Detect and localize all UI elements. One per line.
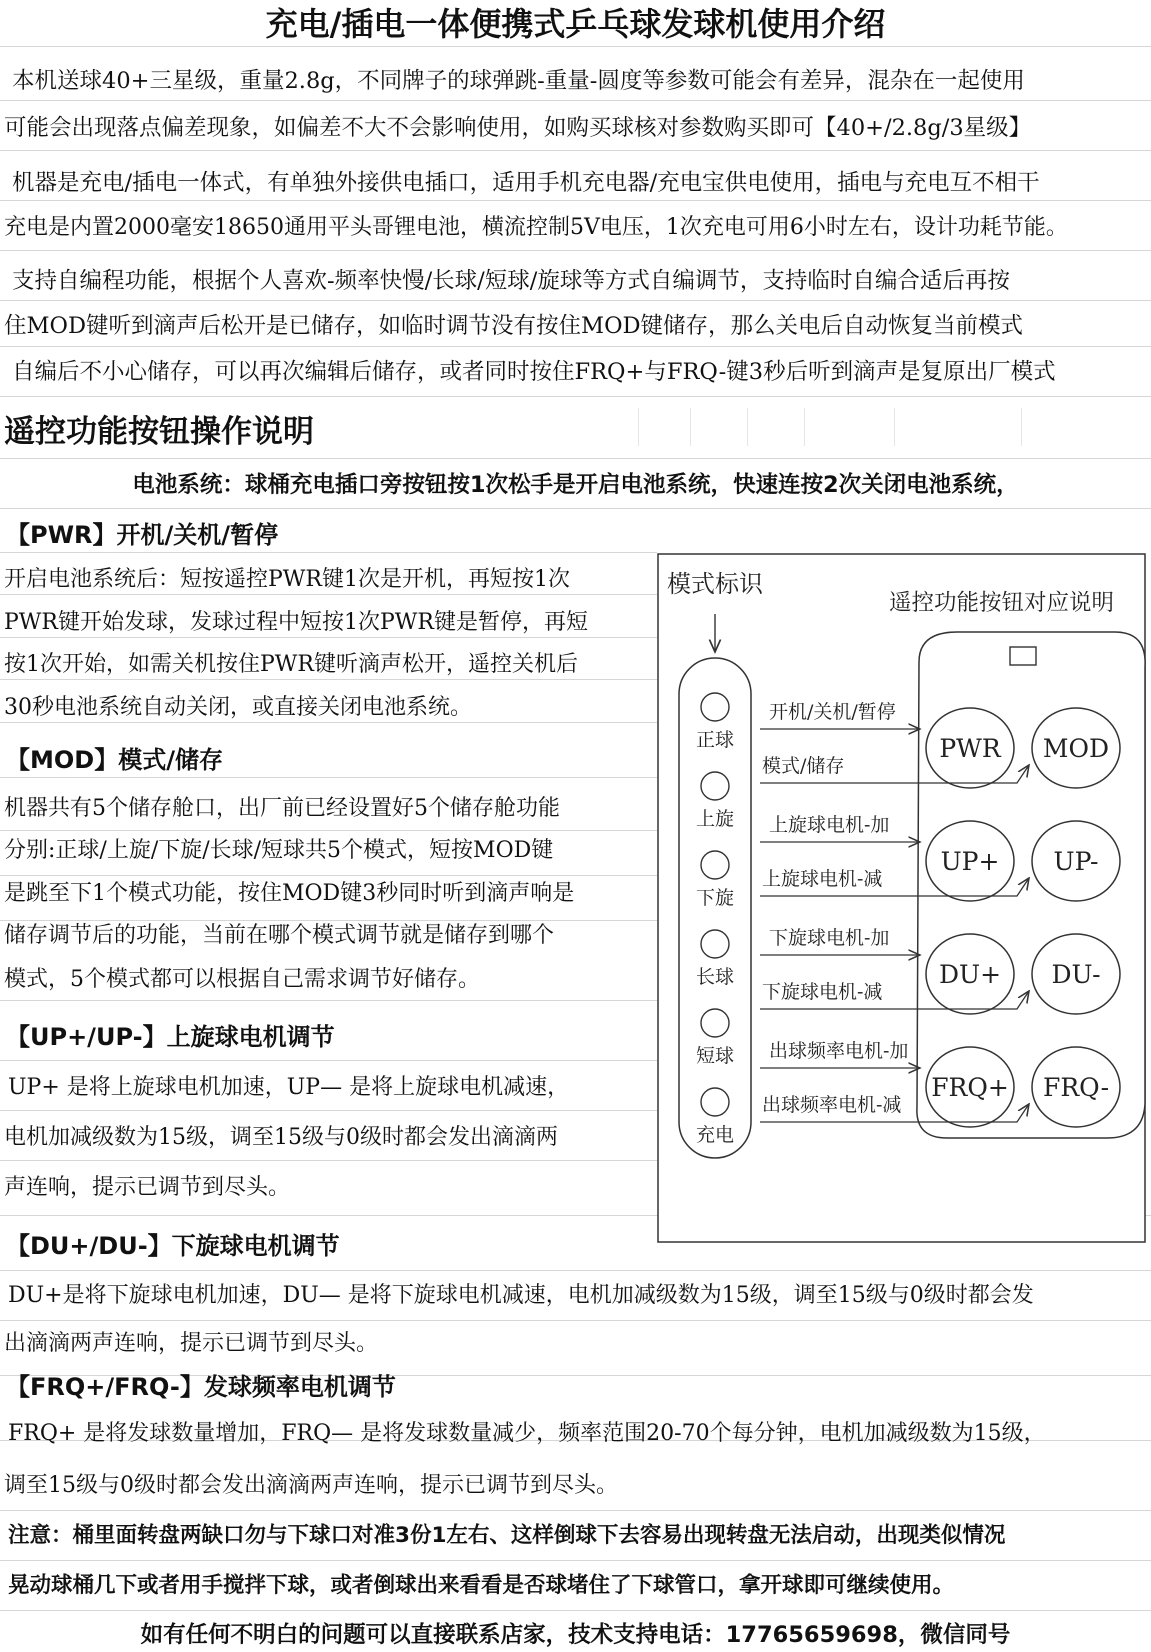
intro-line-7: 自编后不小心储存，可以再次编辑后储存，或者同时按住FRQ+与FRQ-键3秒后听到滴声是复原出厂模式 <box>12 359 1056 385</box>
frq-line: FRQ+ 是将发球数量增加，FRQ— 是将发球数量减少，频率范围20-70个每分钟，电机加减级数为15级， <box>8 1421 1046 1446</box>
mod-line: 机器共有5个储存舱口，出厂前已经设置好5个储存舱功能 <box>4 796 560 821</box>
mode-label: 正球 <box>695 729 735 751</box>
pwr-heading: 【PWR】开机/关机/暂停 <box>6 521 279 549</box>
panel-title: 遥控功能按钮对应说明 <box>889 590 1115 616</box>
contact-line: 如有任何不明白的问题可以直接联系店家，技术支持电话：17765659698，微信同号 <box>140 1622 1011 1648</box>
mod-line: 是跳至下1个模式功能，按住MOD键3秒同时听到滴声响是 <box>4 881 575 906</box>
intro-line-4: 充电是内置2000毫安18650通用平头哥锂电池，横流控制5V电压，1次充电可用6小时左右，设计功耗节能。 <box>4 215 1068 240</box>
button-function-label: 模式/储存 <box>762 755 845 777</box>
remote-button-label: FRQ+ <box>931 1073 1009 1102</box>
mode-indicator-label: 模式标识 <box>667 570 763 598</box>
pwr-line: 按1次开始，如需关机按住PWR键听滴声松开，遥控关机后 <box>4 652 578 677</box>
du-line: DU+是将下旋球电机加速，DU— 是将下旋球电机减速，电机加减级数为15级，调至15级与0级时都会发 <box>8 1283 1034 1308</box>
intro-line-2: 可能会出现落点偏差现象，如偏差不大不会影响使用，如购买球核对参数购买即可【40+/2.8g/3星级】 <box>4 115 1032 141</box>
battery-system-note: 电池系统：球桶充电插口旁按钮按1次松手是开启电池系统，快速连按2次关闭电池系统， <box>132 472 1019 498</box>
remote-button-label: FRQ- <box>1042 1073 1110 1102</box>
du-heading: 【DU+/DU-】下旋球电机调节 <box>6 1232 340 1260</box>
page-title: 充电/插电一体便携式乒乓球发球机使用介绍 <box>265 5 886 43</box>
mode-label: 长球 <box>695 966 735 988</box>
remote-button-label: UP- <box>1053 847 1099 876</box>
pwr-line: PWR键开始发球，发球过程中短按1次PWR键是暂停，再短 <box>4 610 588 635</box>
mode-label: 上旋 <box>695 808 735 830</box>
remote-button-label: DU+ <box>938 960 1002 989</box>
pwr-line: 开启电池系统后：短按遥控PWR键1次是开机，再短按1次 <box>4 567 570 592</box>
remote-section-heading: 遥控功能按钮操作说明 <box>4 414 314 450</box>
remote-button-label: MOD <box>1042 734 1110 763</box>
remote-control-diagram <box>657 552 1147 1244</box>
mode-led-3 <box>701 930 729 958</box>
pwr-line: 30秒电池系统自动关闭，或直接关闭电池系统。 <box>4 695 472 720</box>
up-line: 电机加减级数为15级，调至15级与0级时都会发出滴滴两 <box>4 1125 558 1150</box>
remote-button-label: PWR <box>939 734 1001 763</box>
frq-heading: 【FRQ+/FRQ-】发球频率电机调节 <box>6 1373 396 1401</box>
mode-led-4 <box>701 1009 729 1037</box>
mod-line: 分别:正球/上旋/下旋/长球/短球共5个模式，短按MOD键 <box>4 838 554 863</box>
mod-line: 储存调节后的功能，当前在哪个模式调节就是储存到哪个 <box>4 923 555 948</box>
button-function-label: 下旋球电机-减 <box>762 981 883 1003</box>
button-function-label: 上旋球电机-加 <box>769 814 890 836</box>
remote-indicator-window <box>1010 647 1036 665</box>
mode-led-5 <box>701 1088 729 1116</box>
up-heading: 【UP+/UP-】上旋球电机调节 <box>6 1023 335 1051</box>
du-line: 出滴滴两声连响，提示已调节到尽头。 <box>4 1331 379 1356</box>
mod-line: 模式，5个模式都可以根据自己需求调节好储存。 <box>4 967 480 992</box>
note-line-1: 注意：桶里面转盘两缺口勿与下球口对准3份1左右、这样倒球下去容易出现转盘无法启动，出现类似情况 <box>8 1523 1006 1548</box>
mode-led-0 <box>701 693 729 721</box>
button-function-label: 出球频率电机-加 <box>769 1040 909 1062</box>
mode-label: 短球 <box>695 1045 735 1067</box>
up-line: UP+ 是将上旋球电机加速，UP— 是将上旋球电机减速， <box>8 1075 570 1100</box>
intro-line-3: 机器是充电/插电一体式，有单独外接供电插口，适用手机充电器/充电宝供电使用，插电与充电互不相干 <box>12 170 1040 196</box>
button-function-label: 上旋球电机-减 <box>762 868 883 890</box>
remote-button-label: UP+ <box>940 847 1000 876</box>
frq-line: 调至15级与0级时都会发出滴滴两声连响，提示已调节到尽头。 <box>4 1473 618 1498</box>
mode-led-1 <box>701 772 729 800</box>
button-function-label: 开机/关机/暂停 <box>769 701 896 723</box>
remote-button-label: DU- <box>1051 960 1101 989</box>
mode-label: 充电 <box>695 1124 735 1146</box>
intro-line-6: 住MOD键听到滴声后松开是已储存，如临时调节没有按住MOD键储存，那么关电后自动恢复当前模式 <box>4 313 1024 339</box>
up-line: 声连响，提示已调节到尽头。 <box>4 1175 291 1200</box>
mod-heading: 【MOD】模式/储存 <box>6 746 223 774</box>
button-function-label: 出球频率电机-减 <box>762 1094 902 1116</box>
note-line-2: 晃动球桶几下或者用手搅拌下球，或者倒球出来看看是否球堵住了下球管口，拿开球即可继续使用。 <box>8 1573 955 1598</box>
intro-line-1: 本机送球40+三星级，重量2.8g，不同牌子的球弹跳-重量-圆度等参数可能会有差异，混杂在一起使用 <box>12 68 1025 94</box>
mode-label: 下旋 <box>695 887 735 909</box>
intro-line-5: 支持自编程功能，根据个人喜欢-频率快慢/长球/短球/旋球等方式自编调节，支持临时自编合适后再按 <box>12 268 1010 294</box>
mode-led-2 <box>701 851 729 879</box>
button-function-label: 下旋球电机-加 <box>769 927 890 949</box>
